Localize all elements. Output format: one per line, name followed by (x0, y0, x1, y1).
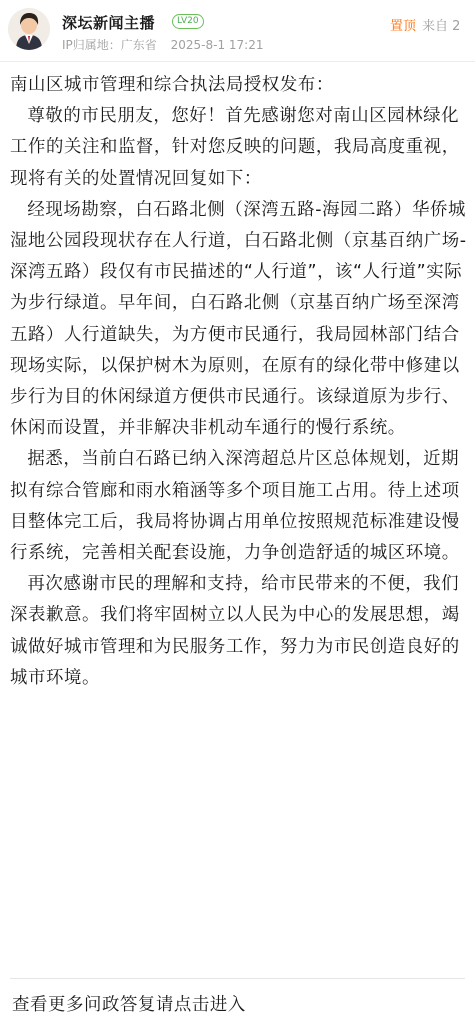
post-body (10, 70, 468, 694)
ip-location: IP归属地：广东省 (62, 38, 157, 52)
post-meta (62, 36, 273, 53)
pinned-tag: 置顶 (390, 19, 417, 34)
more-replies-link[interactable]: 查看更多问政答复请点击进入 (12, 995, 246, 1015)
post-paragraph: 尊敬的市民朋友，您好！首先感谢您对南山区园林绿化工作的关注和监督，针对您反映的问题，我局高度重视，现将有关的处置情况回复如下： (10, 106, 460, 189)
post-paragraph: 经现场勘察，白石路北侧（深湾五路-海园二路）华侨城湿地公园段现状存在人行道，白石路北侧（京基百纳广场-深湾五路）段仅有市民描述的“人行道”，该“人行道”实际为步行绿道。早年间，白石路北侧（京基百纳广场至深湾五路）人行道缺失，为方便市民通行，我局园林部门结合现场实际，以保护树木为原则，在原有的绿化带中修建以步行为目的休闲绿道方便供市民通行。该绿道原为步行、休闲而设置，并非解决非机动车通行的慢行系统。 (10, 199, 467, 439)
level-badge: LV20 (172, 14, 204, 29)
source-tag: 来自 2 (422, 19, 461, 34)
avatar[interactable] (8, 8, 50, 50)
post-paragraph: 据悉，当前白石路已纳入深湾超总片区总体规划，近期拟有综合管廊和雨水箱涵等多个项目施工占用。待上述项目整体完工后，我局将协调占用单位按照规范标准建设慢行系统，完善相关配套设施，力争创造舒适的城区环境。 (10, 449, 460, 564)
post-paragraph: 再次感谢市民的理解和支持，给市民带来的不便，我们深表歉意。我们将牢固树立以人民为中心的发展思想，竭诚做好城市管理和为民服务工作，努力为市民创造良好的城市环境。 (10, 574, 460, 688)
user-name[interactable]: 深坛新闻主播 (62, 14, 156, 32)
post-paragraph: 南山区城市管理和综合执法局授权发布： (10, 75, 334, 95)
post-timestamp: 2025-8-1 17:21 (170, 38, 264, 52)
news-anchor-avatar-icon (8, 8, 50, 50)
post-header (0, 0, 475, 62)
footer-divider (10, 978, 465, 979)
